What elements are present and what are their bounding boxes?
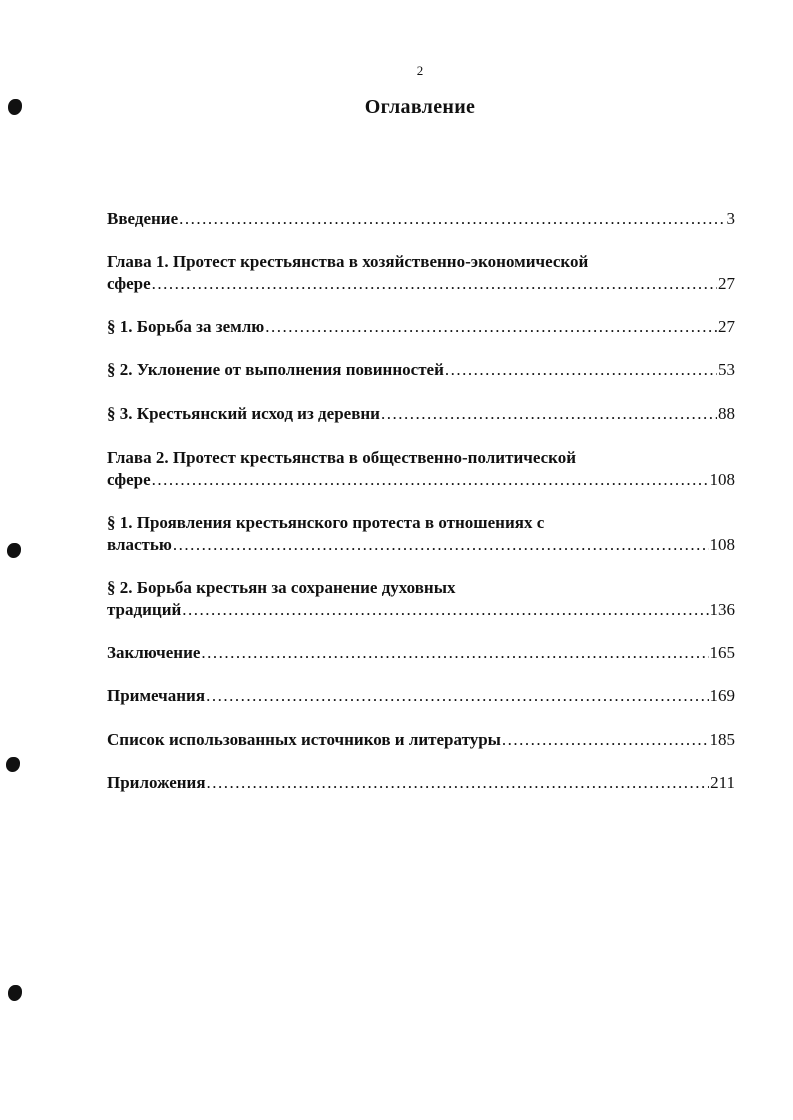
toc-entry-chapter-1[interactable] bbox=[107, 251, 735, 295]
toc-entry-label: § 2. Уклонение от выполнения повинностей bbox=[107, 360, 444, 379]
toc-entry-ch1-section-1[interactable] bbox=[107, 316, 735, 338]
toc-entry-label: властью bbox=[107, 535, 172, 554]
toc-entry-label: Приложения bbox=[107, 773, 206, 792]
toc-entry-page: 136 bbox=[709, 600, 735, 619]
toc-entry-title: § 1. Проявления крестьянского протеста в отношениях с bbox=[107, 513, 545, 532]
toc-entry-title: Глава 1. Протест крестьянства в хозяйственно-экономической bbox=[107, 252, 589, 271]
toc-entry-ch2-section-1[interactable] bbox=[107, 512, 735, 556]
toc-entry-chapter-2[interactable] bbox=[107, 447, 735, 491]
toc-entry-page: 53 bbox=[718, 360, 735, 379]
toc-entry-label: § 3. Крестьянский исход из деревни bbox=[107, 404, 380, 423]
leader-dots bbox=[265, 316, 717, 338]
leader-dots bbox=[173, 534, 709, 556]
toc-entry-label: Список использованных источников и литературы bbox=[107, 730, 501, 749]
punch-hole-mark bbox=[8, 985, 22, 1001]
page-title: Оглавление bbox=[364, 96, 476, 118]
toc-entry-appendices[interactable] bbox=[107, 772, 735, 794]
toc-entry-page: 165 bbox=[709, 643, 735, 662]
toc-entry-label: Заключение bbox=[107, 643, 201, 662]
toc-entry-page: 211 bbox=[710, 773, 735, 792]
toc-entry-bibliography[interactable] bbox=[107, 729, 735, 751]
toc-entry-label: § 1. Борьба за землю bbox=[107, 317, 265, 336]
leader-dots bbox=[502, 729, 709, 751]
punch-hole-mark bbox=[7, 543, 21, 558]
toc-entry-notes[interactable] bbox=[107, 685, 735, 707]
toc-entry-page: 3 bbox=[726, 209, 735, 228]
toc-entry-label: сфере bbox=[107, 274, 151, 293]
toc-entry-page: 108 bbox=[709, 470, 735, 489]
toc-entry-conclusion[interactable] bbox=[107, 642, 735, 664]
leader-dots bbox=[179, 208, 725, 230]
toc-entry-label: традиций bbox=[107, 600, 182, 619]
leader-dots bbox=[201, 642, 708, 664]
toc-entry-page: 27 bbox=[718, 317, 735, 336]
leader-dots bbox=[152, 469, 709, 491]
toc-entry-page: 108 bbox=[709, 535, 735, 554]
leader-dots bbox=[152, 273, 717, 295]
page-number: 2 bbox=[416, 63, 424, 78]
leader-dots bbox=[207, 772, 710, 794]
leader-dots bbox=[381, 403, 717, 425]
toc-entry-ch1-section-2[interactable] bbox=[107, 359, 735, 381]
toc-entry-label: Введение bbox=[107, 209, 179, 228]
toc-entry-label: сфере bbox=[107, 470, 151, 489]
toc-entry-page: 169 bbox=[709, 686, 735, 705]
toc-entry-title: § 2. Борьба крестьян за сохранение духовных bbox=[107, 578, 456, 597]
leader-dots bbox=[206, 685, 708, 707]
leader-dots bbox=[445, 359, 717, 381]
toc-entry-ch1-section-3[interactable] bbox=[107, 403, 735, 425]
toc-entry-page: 185 bbox=[709, 730, 735, 749]
toc-entry-label: Примечания bbox=[107, 686, 206, 705]
toc-entry-page: 88 bbox=[718, 404, 735, 423]
toc-entry-page: 27 bbox=[718, 274, 735, 293]
toc-entry-title: Глава 2. Протест крестьянства в общественно-политической bbox=[107, 448, 576, 467]
leader-dots bbox=[182, 599, 708, 621]
toc-entry-introduction[interactable] bbox=[107, 208, 735, 230]
punch-hole-mark bbox=[6, 757, 20, 772]
toc-entry-ch2-section-2[interactable] bbox=[107, 577, 735, 621]
